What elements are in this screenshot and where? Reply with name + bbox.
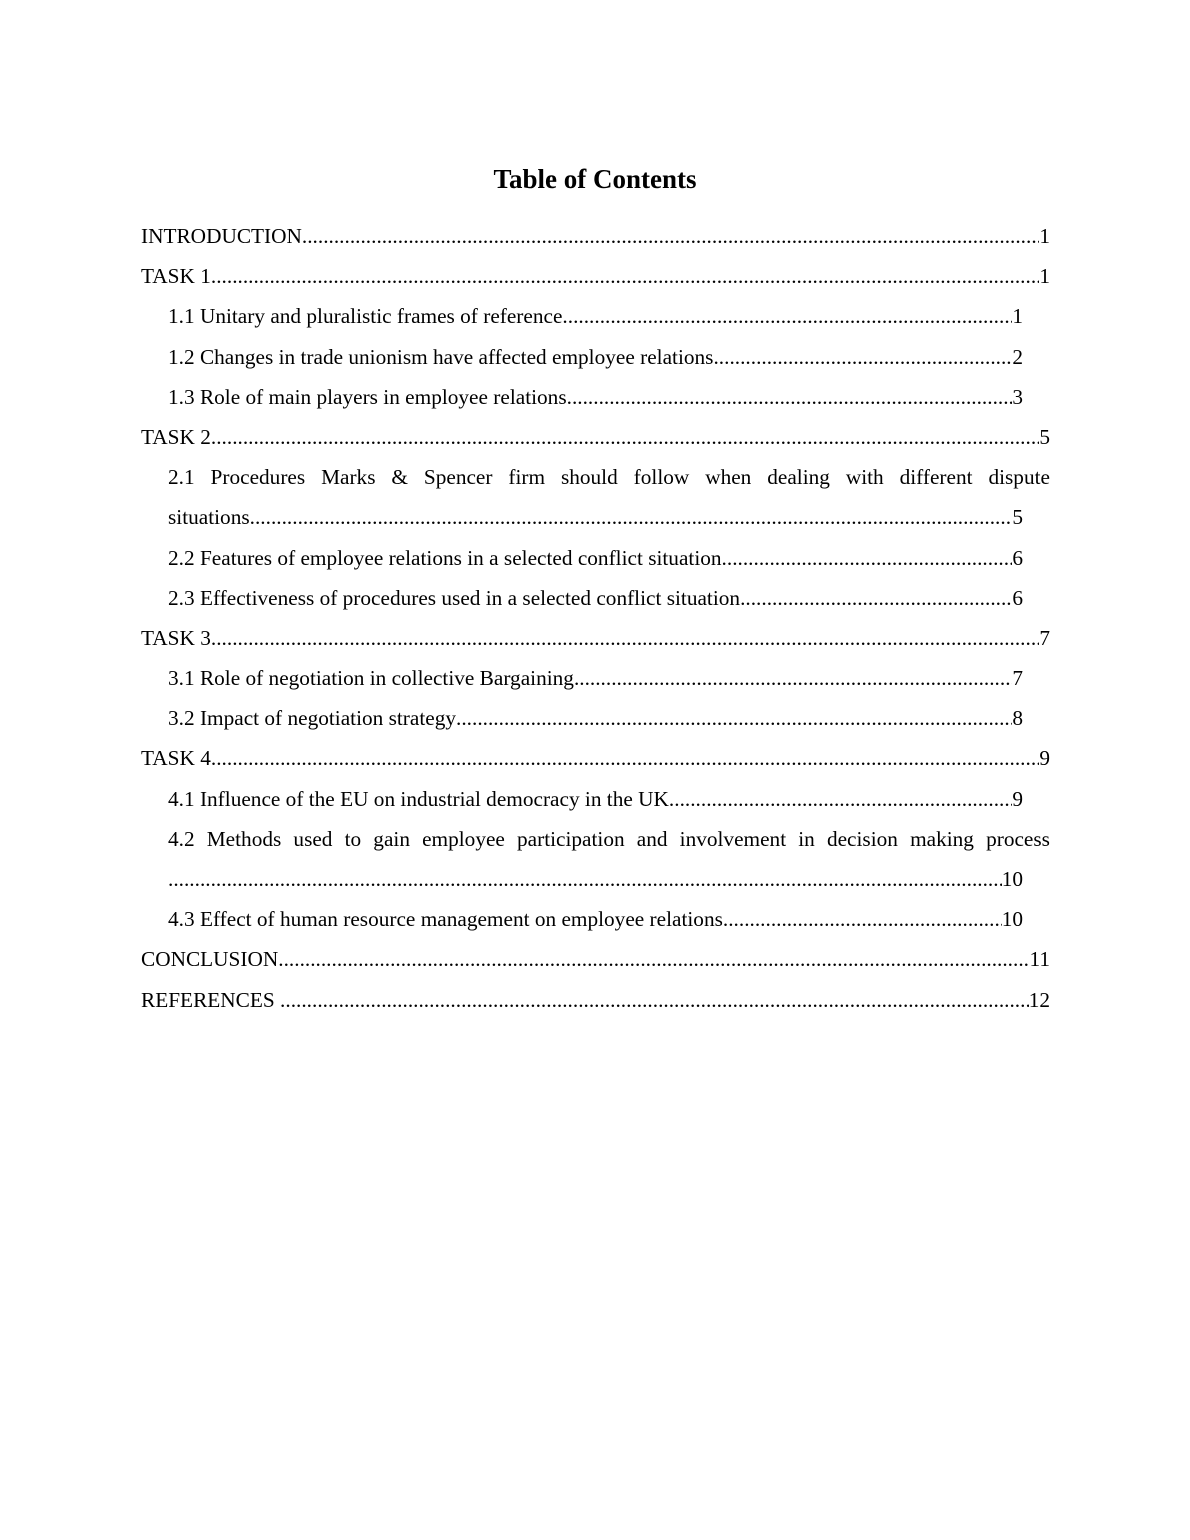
toc-entry-word: Spencer: [423, 465, 493, 490]
toc-entry-label: 1.1 Unitary and pluralistic frames of reference: [168, 304, 563, 329]
dot-leader: [723, 899, 1002, 939]
toc-entry-label: 2.3 Effectiveness of procedures used in a selected conflict situation: [168, 585, 741, 610]
toc-entry-1-2[interactable]: [168, 337, 1023, 377]
toc-entry-word: and: [636, 826, 668, 851]
toc-entry-label: INTRODUCTION: [141, 224, 302, 248]
toc-entry-label: situations: [168, 505, 250, 530]
toc-entry-label-line-2: [168, 859, 1023, 899]
toc-entry-label-line-2: [168, 497, 1023, 537]
toc-title: Table of Contents: [493, 164, 697, 194]
dot-leader: [713, 337, 1012, 377]
toc-entry-word: 4.2: [168, 826, 195, 851]
toc-entry-label: TASK 1: [141, 264, 211, 289]
toc-entry-references[interactable]: [141, 980, 1050, 1020]
toc-entry-task-4[interactable]: [141, 738, 1050, 778]
dot-leader: [456, 698, 1012, 738]
dot-leader: [250, 497, 1013, 537]
toc-page-number: 3: [1012, 384, 1023, 409]
dot-leader: [669, 779, 1012, 819]
toc-entry-label-line-1: [168, 819, 1050, 859]
toc-entry-label: TASK 3: [141, 625, 211, 650]
toc-entry-label: TASK 2: [141, 424, 211, 449]
toc-entry-label: REFERENCES: [141, 987, 281, 1012]
toc-page-number: 8: [1012, 706, 1023, 731]
toc-entry-word: participation: [517, 826, 625, 851]
toc-entry-word: follow: [633, 465, 690, 490]
toc-entry-label: CONCLUSION: [141, 947, 279, 972]
table-of-contents: [141, 216, 1050, 1020]
toc-entry-word: with: [845, 465, 884, 490]
toc-entry-word: dealing: [767, 465, 830, 490]
toc-page-number: 10: [1001, 867, 1023, 891]
toc-entry-word: making: [910, 826, 974, 851]
toc-entry-word: gain: [373, 826, 410, 851]
toc-entry-word: Marks: [321, 465, 376, 490]
toc-entry-label: 3.1 Role of negotiation in collective Bargaining: [168, 666, 574, 691]
toc-page-number: 7: [1012, 666, 1023, 691]
dot-leader: [211, 256, 1039, 296]
toc-entry-label: 4.1 Influence of the EU on industrial democracy in the UK: [168, 786, 669, 811]
dot-leader: [740, 578, 1012, 618]
toc-page-number: 2: [1012, 344, 1023, 369]
dot-leader: [574, 658, 1012, 698]
dot-leader: [211, 417, 1039, 457]
toc-entry-4-3[interactable]: [168, 899, 1023, 939]
toc-page-number: 10: [1001, 907, 1023, 932]
dot-leader: [278, 939, 1029, 979]
toc-page-number: 5: [1012, 505, 1023, 530]
toc-page-number: 1: [1039, 224, 1050, 248]
toc-entry-label: 1.3 Role of main players in employee relations: [168, 384, 567, 409]
toc-page-number: 6: [1012, 585, 1023, 610]
dot-leader: [302, 216, 1039, 256]
toc-entry-label: 1.2 Changes in trade unionism have affected employee relations: [168, 344, 714, 369]
toc-page-number: 5: [1039, 424, 1050, 449]
toc-page-number: 7: [1039, 625, 1050, 650]
toc-entry-word: employee: [422, 826, 505, 851]
dot-leader: [211, 738, 1039, 778]
toc-page-number: 1: [1012, 304, 1023, 329]
toc-entry-word: decision: [826, 826, 898, 851]
toc-entry-2-2[interactable]: [168, 538, 1023, 578]
toc-entry-word: process: [986, 826, 1050, 851]
toc-entry-task-1[interactable]: [141, 256, 1050, 296]
dot-leader: [280, 980, 1029, 1020]
toc-page-number: 9: [1012, 786, 1023, 811]
toc-page-number: 11: [1029, 947, 1050, 972]
toc-page-number: 6: [1012, 545, 1023, 570]
toc-entry-4-2[interactable]: [168, 819, 1050, 899]
toc-entry-word: Procedures: [210, 465, 306, 490]
toc-entry-1-3[interactable]: [168, 377, 1023, 417]
toc-entry-label: 2.2 Features of employee relations in a selected conflict situation: [168, 545, 722, 570]
dot-leader: [211, 618, 1039, 658]
toc-entry-task-3[interactable]: [141, 618, 1050, 658]
toc-entry-label: 4.3 Effect of human resource management on employee relations: [168, 907, 723, 932]
toc-entry-word: to: [344, 826, 362, 851]
dot-leader: [168, 859, 1002, 899]
toc-entry-task-2[interactable]: [141, 417, 1050, 457]
dot-leader: [722, 538, 1013, 578]
toc-page-number: 9: [1039, 746, 1050, 771]
toc-entry-3-1[interactable]: [168, 658, 1023, 698]
toc-entry-2-3[interactable]: [168, 578, 1023, 618]
toc-page-number: 12: [1028, 987, 1050, 1012]
toc-entry-word: &: [391, 465, 408, 490]
toc-entry-4-1[interactable]: [168, 779, 1023, 819]
toc-entry-conclusion[interactable]: [141, 939, 1050, 979]
toc-entry-word: when: [705, 465, 752, 490]
dot-leader: [567, 377, 1013, 417]
toc-entry-word: should: [560, 465, 618, 490]
toc-entry-3-2[interactable]: [168, 698, 1023, 738]
toc-page-number: 1: [1039, 264, 1050, 289]
toc-entry-word: Methods: [206, 826, 282, 851]
toc-entry-word: in: [798, 826, 815, 851]
toc-entry-introduction[interactable]: [141, 216, 1050, 256]
toc-entry-label: 3.2 Impact of negotiation strategy: [168, 706, 457, 731]
toc-entry-2-1[interactable]: [168, 457, 1050, 537]
toc-entry-word: involvement: [679, 826, 787, 851]
dot-leader: [562, 296, 1012, 336]
toc-entry-word: 2.1: [168, 465, 195, 490]
toc-entry-word: dispute: [988, 465, 1050, 490]
toc-entry-label: TASK 4: [141, 746, 211, 771]
toc-entry-label-line-1: [168, 457, 1050, 497]
toc-entry-word: used: [293, 826, 333, 851]
toc-entry-word: firm: [508, 465, 546, 490]
toc-entry-word: different: [899, 465, 973, 490]
toc-entry-1-1[interactable]: [168, 296, 1023, 336]
